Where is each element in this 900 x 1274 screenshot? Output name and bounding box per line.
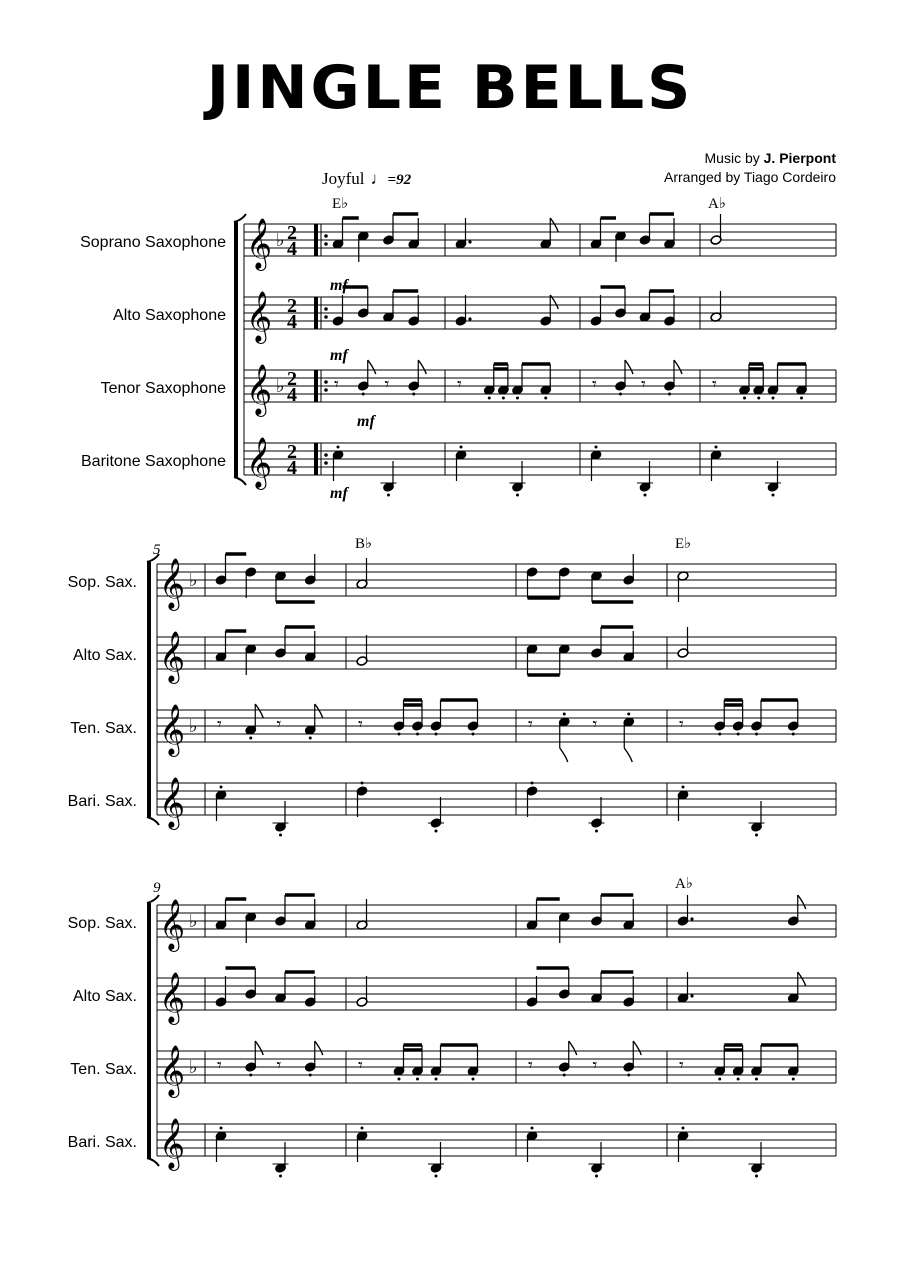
system-bracket: [234, 222, 238, 477]
staccato-dot: [595, 830, 598, 833]
note-flag: [255, 704, 263, 718]
eighth-rest: 𝄾: [217, 714, 222, 735]
note-flag: [315, 1041, 323, 1055]
staccato-dot: [544, 397, 547, 400]
eighth-rest: 𝄾: [592, 714, 598, 735]
staccato-dot: [416, 733, 419, 736]
repeat-dot: [324, 380, 328, 384]
chord-symbol: A♭: [675, 876, 693, 892]
bracket-hook-bottom: [147, 817, 159, 825]
note-flag: [569, 1041, 577, 1055]
treble-clef-icon: 𝄞: [159, 972, 186, 1023]
treble-clef-icon: 𝄞: [246, 437, 273, 488]
staccato-dot: [516, 494, 519, 497]
staff: [157, 1118, 836, 1171]
eighth-rest: 𝄾: [592, 374, 597, 395]
staccato-dot: [502, 397, 505, 400]
instrument-label: Alto Sax.: [72, 988, 137, 1005]
staccato-dot: [737, 733, 740, 736]
eighth-rest: 𝄾: [276, 1055, 282, 1076]
staccato-dot: [472, 733, 475, 736]
staccato-dot: [619, 393, 622, 396]
note-flag: [624, 748, 632, 762]
treble-clef-icon: 𝄞: [159, 1045, 186, 1096]
key-flat-icon: ♭: [189, 716, 198, 737]
eighth-rest: 𝄾: [592, 1055, 598, 1076]
chord-symbol: E♭: [675, 536, 692, 552]
eighth-rest: 𝄾: [358, 714, 363, 735]
staccato-dot: [279, 1175, 282, 1178]
staff: [157, 704, 836, 757]
staccato-dot: [718, 733, 721, 736]
staccato-dot: [531, 782, 534, 785]
bracket-hook-top: [147, 895, 159, 903]
time-signature-bottom: 4: [287, 384, 297, 406]
augmentation-dot: [690, 917, 693, 920]
tempo-bpm: 92: [396, 172, 412, 188]
repeat-dot: [324, 234, 328, 238]
measure-number: 9: [153, 880, 161, 896]
staccato-dot: [220, 1127, 223, 1130]
staccato-dot: [516, 397, 519, 400]
staccato-dot: [772, 397, 775, 400]
staccato-dot: [337, 446, 340, 449]
notation-layer: [147, 214, 836, 1178]
staccato-dot: [755, 733, 758, 736]
staff: [157, 631, 836, 684]
augmentation-dot: [690, 994, 693, 997]
instrument-label: Alto Sax.: [72, 647, 137, 664]
staccato-dot: [472, 1078, 475, 1081]
note-flag: [418, 360, 426, 374]
bracket-hook-bottom: [147, 1158, 159, 1166]
eighth-rest: 𝄾: [217, 1055, 222, 1076]
composer-credit: Music by J. Pierpont: [704, 150, 836, 166]
system-bracket: [147, 562, 151, 817]
staff: [157, 558, 836, 611]
staccato-dot: [682, 1127, 685, 1130]
staccato-dot: [279, 834, 282, 837]
staccato-dot: [220, 786, 223, 789]
treble-clef-icon: 𝄞: [159, 704, 186, 755]
dynamic-mark: mf: [330, 277, 348, 294]
key-flat-icon: ♭: [276, 376, 285, 397]
staff: [157, 777, 836, 830]
treble-clef-icon: 𝄞: [246, 218, 273, 269]
note-flag: [550, 218, 558, 232]
staccato-dot: [412, 393, 415, 396]
repeat-dot: [324, 315, 328, 319]
staccato-dot: [755, 834, 758, 837]
time-signature-top: 2: [287, 368, 297, 390]
staccato-dot: [755, 1078, 758, 1081]
instrument-label: Ten. Sax.: [70, 720, 137, 737]
note-flag: [633, 1041, 641, 1055]
eighth-rest: 𝄾: [528, 1055, 533, 1076]
eighth-rest: 𝄾: [641, 374, 646, 395]
staccato-dot: [682, 786, 685, 789]
repeat-dot: [324, 453, 328, 457]
tempo-text: Joyful: [322, 169, 365, 188]
staccato-dot: [743, 397, 746, 400]
eighth-rest: 𝄾: [528, 714, 533, 735]
treble-clef-icon: 𝄞: [159, 631, 186, 682]
eighth-rest: 𝄾: [457, 374, 462, 395]
staccato-dot: [792, 1078, 795, 1081]
instrument-label: Sop. Sax.: [67, 915, 137, 932]
staccato-dot: [563, 1074, 566, 1077]
staccato-dot: [757, 397, 760, 400]
staff: [244, 437, 836, 490]
staccato-dot: [309, 1074, 312, 1077]
treble-clef-icon: 𝄞: [159, 777, 186, 828]
staccato-dot: [644, 494, 647, 497]
tempo-marking: Joyful ♩=92: [322, 169, 412, 188]
score-title: JINGLE BELLS: [206, 53, 694, 123]
eighth-rest: 𝄾: [712, 374, 717, 395]
staccato-dot: [488, 397, 491, 400]
staccato-dot: [563, 713, 566, 716]
treble-clef-icon: 𝄞: [159, 899, 186, 950]
staccato-dot: [362, 393, 365, 396]
time-signature-top: 2: [287, 441, 297, 463]
note-flag: [798, 972, 806, 986]
staff: [157, 972, 836, 1025]
repeat-dot: [324, 307, 328, 311]
dynamic-mark: mf: [357, 413, 375, 430]
time-signature-top: 2: [287, 295, 297, 317]
instrument-label: Soprano Saxophone: [80, 234, 226, 251]
repeat-dot: [324, 388, 328, 392]
staccato-dot: [792, 733, 795, 736]
staccato-dot: [398, 1078, 401, 1081]
repeat-dot: [324, 242, 328, 246]
staccato-dot: [460, 446, 463, 449]
system-1: [80, 196, 726, 502]
augmentation-dot: [468, 317, 471, 320]
instrument-label: Bari. Sax.: [67, 793, 137, 810]
dynamic-mark: mf: [330, 485, 348, 502]
treble-clef-icon: 𝄞: [246, 291, 273, 342]
time-signature-bottom: 4: [287, 457, 297, 479]
instrument-label: Tenor Saxophone: [100, 380, 226, 397]
staccato-dot: [435, 1175, 438, 1178]
eighth-rest: 𝄾: [679, 1055, 684, 1076]
repeat-dot: [324, 461, 328, 465]
staccato-dot: [435, 830, 438, 833]
note-flag: [625, 360, 633, 374]
note-flag: [255, 1041, 263, 1055]
staccato-dot: [715, 446, 718, 449]
note-flag: [798, 895, 806, 909]
staccato-dot: [772, 494, 775, 497]
eighth-rest: 𝄾: [679, 714, 684, 735]
staccato-dot: [627, 1074, 630, 1077]
treble-clef-icon: 𝄞: [159, 558, 186, 609]
staccato-dot: [718, 1078, 721, 1081]
eighth-rest: 𝄾: [276, 714, 282, 735]
key-flat-icon: ♭: [189, 911, 198, 932]
chord-symbol: A♭: [708, 196, 726, 212]
staccato-dot: [595, 1175, 598, 1178]
note-flag: [560, 748, 568, 762]
instrument-label: Baritone Saxophone: [81, 453, 226, 470]
bracket-hook-top: [234, 214, 246, 222]
treble-clef-icon: 𝄞: [159, 1118, 186, 1169]
staccato-dot: [361, 1127, 364, 1130]
staccato-dot: [249, 1074, 252, 1077]
dynamic-mark: mf: [330, 347, 348, 364]
bracket-hook-bottom: [234, 477, 246, 485]
staccato-dot: [800, 397, 803, 400]
staccato-dot: [595, 446, 598, 449]
time-signature-bottom: 4: [287, 311, 297, 333]
staccato-dot: [627, 713, 630, 716]
chord-symbol: E♭: [332, 196, 349, 212]
system-bracket: [147, 903, 151, 1158]
eighth-rest: 𝄾: [358, 1055, 363, 1076]
key-flat-icon: ♭: [276, 230, 285, 251]
staff: [244, 291, 836, 344]
staccato-dot: [398, 733, 401, 736]
key-flat-icon: ♭: [189, 570, 198, 591]
instrument-label: Alto Saxophone: [113, 307, 226, 324]
staff: [157, 899, 836, 952]
staccato-dot: [531, 1127, 534, 1130]
staccato-dot: [668, 393, 671, 396]
staccato-dot: [737, 1078, 740, 1081]
note-flag: [368, 360, 376, 374]
measure-number: 5: [153, 542, 161, 558]
arranger-credit: Arranged by Tiago Cordeiro: [664, 169, 836, 185]
staccato-dot: [435, 1078, 438, 1081]
staccato-dot: [435, 733, 438, 736]
eighth-rest: 𝄾: [384, 374, 390, 395]
chord-symbol: B♭: [355, 536, 373, 552]
instrument-label: Sop. Sax.: [67, 574, 137, 591]
staccato-dot: [309, 737, 312, 740]
staccato-dot: [361, 782, 364, 785]
staccato-dot: [755, 1175, 758, 1178]
key-flat-icon: ♭: [189, 1057, 198, 1078]
note-flag: [315, 704, 323, 718]
staccato-dot: [249, 737, 252, 740]
treble-clef-icon: 𝄞: [246, 364, 273, 415]
staccato-dot: [416, 1078, 419, 1081]
staccato-dot: [387, 494, 390, 497]
time-signature-bottom: 4: [287, 238, 297, 260]
instrument-label: Ten. Sax.: [70, 1061, 137, 1078]
eighth-rest: 𝄾: [334, 374, 339, 395]
time-signature-top: 2: [287, 222, 297, 244]
note-flag: [674, 360, 682, 374]
augmentation-dot: [468, 240, 471, 243]
instrument-label: Bari. Sax.: [67, 1134, 137, 1151]
